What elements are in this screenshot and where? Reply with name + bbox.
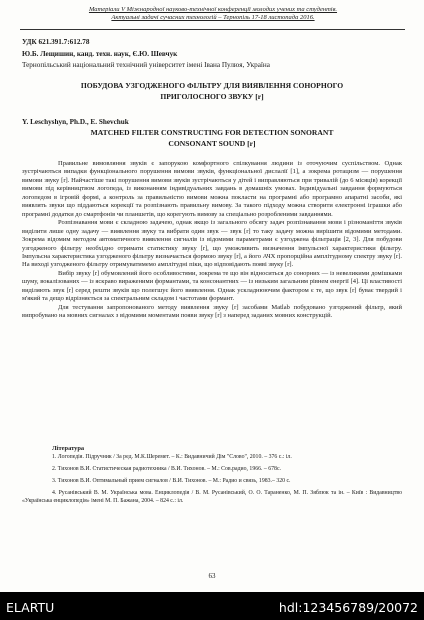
authors: Ю.Б. Лещишин, канд. техн. наук, Є.Ю. Шевчук [22,50,178,58]
title-ukrainian [40,81,384,102]
udc-code: УДК 621.391.7:612.78 [22,38,90,46]
header-line-2: Актуальні задачі сучасних технологій – Тернопіль 17-18 листопада 2016. [111,14,315,22]
reference-4: 4. Русанівський В. М. Українська мова. Енциклопедія / В. М. Русанівський, О. О. Тараненко, М. П. Зяблюк та ін. – Київ : Видавництво «Українська енциклопедія» імені М. П. Бажана, 2004. – 824 с.: іл. [22,490,402,504]
header-rule [20,29,405,30]
paragraph-3: Вибір звуку [r] обумовлений його особливостями, зокрема те що він відноситься до сонорних — із невеликими домішками шуму, вокалізованих — із яскраво вираженими формантами, та консонантних — із низьким загальним рівнем енергії [4]. Ці властивості виділяють звук [r] серед решти звуків що полегшує його виявлення. Однак ускладнюючим фактором є те, що звук [r] буває твердий і м'який та дещо відрізняється за спектральним складом і частотами формант. [22,269,402,303]
repository-footer [0,592,424,620]
references-heading: Література [52,445,85,452]
title-en-line-2: CONSONANT SOUND [r] [168,138,256,148]
handle-id: hdl:123456789/20072 [278,600,418,615]
title-english [40,128,384,149]
paragraph-1: Правильне вимовляння звуків є запорукою комфортного спілкування людини із оточуючим суспільством. Однак зустрічаються випадки функціонального порушення вимови звуків, функціональної дислалії [1], а зокрема ротацизм — порушення вимови звуку [r]. Найчастіше такі порушення вимови звуків зустрічаються у дітей і виправляються при тривалій (до 6 місяців) корекції вимови під керівництвом логопеда, із виконанням індивідуальних завдань в домашніх умовах. Індивідуальні завдання формуються логопедом в ігровій формі, а контроль за правильністю вимови можна покласти на програмні або програмно апаратні засоби, які виявлять звуки що піддаються корекції та розпізнають правильну вимову. За такого підходу можна створити електронні іграшки або програмні додатки до смартфонів чи планшетів, що корегують вимову за спеціально розробленими завданнями. [22,160,402,218]
title-en-line-1: MATCHED FILTER CONSTRUCTING FOR DETECTION SONORANT [90,128,334,137]
authors-english: Y. Leschyshyn, Ph.D., E. Shevchuk [22,118,129,126]
header-line-1: Матеріали V Міжнародної науково-технічної конференції молодих учених та студентів. [88,6,338,13]
paper-body [22,160,402,321]
repository-name: ELARTU [6,600,55,615]
reference-3: 3. Тихонов В.И. Оптимальный прием сигналов / В.И. Тихонов. – М.: Радио и связь, 1983.– 320 с. [52,478,291,484]
title-uk-line-1: ПОБУДОВА УЗГОДЖЕНОГО ФІЛЬТРУ ДЛЯ ВИЯВЛЕННЯ СОНОРНОГО [80,81,344,90]
running-header [22,6,404,22]
references-list [22,453,402,509]
reference-1: 1. Логопедія. Підручник / За ред. М.К.Шеремет. – К.: Видавничий Дім "Слово", 2010. – 376 с.: іл. [52,454,292,460]
title-uk-line-2: ПРИГОЛОСНОГО ЗВУКУ [r] [160,91,264,101]
paragraph-4: Для тестування запропонованого методу виявлення звуку [r] засобами Matlab побудовано узгоджений фільтр, який випробувано на мовних сигналах з відомими моментами появи звуку [r] з наперед заданих мовних конструкцій. [22,303,402,320]
affiliation: Тернопільський національний технічний університет імені Івана Пулюя, Україна [22,61,270,69]
paragraph-2: Розпізнавання мови є складною задачею, однак якщо із загального обсягу задач розпізнавання мови і різноманіття звуків виділити лише одну задачу — виявлення звуку та вибрати один звук — звук [r] то таку задачу можна вирішити відомими методами. Зокрема відомим методом автоматичного виявлення сигналів із відомими параметрами є узгоджена фільтрація [2, 3]. Для побудови узгодженого фільтру необхідно отримати статистику звуку [r], що уможливить визначення імпульсної характеристики фільтру. Імпульсна характеристика узгодженого фільтру визначається формою звуку [r], а його АЧХ пропорційна амплітудному спектру звуку [r]. На виході узгодженого фільтру отримуватимемо амплітудні піки, що відповідають появі звуку [r]. [22,219,402,269]
page-number: 63 [208,572,216,580]
reference-2: 2. Тихонов В.И. Статистическая радиотехника / В.И. Тихонов. – М.: Сов.радио, 1966. – 678с. [52,466,281,472]
